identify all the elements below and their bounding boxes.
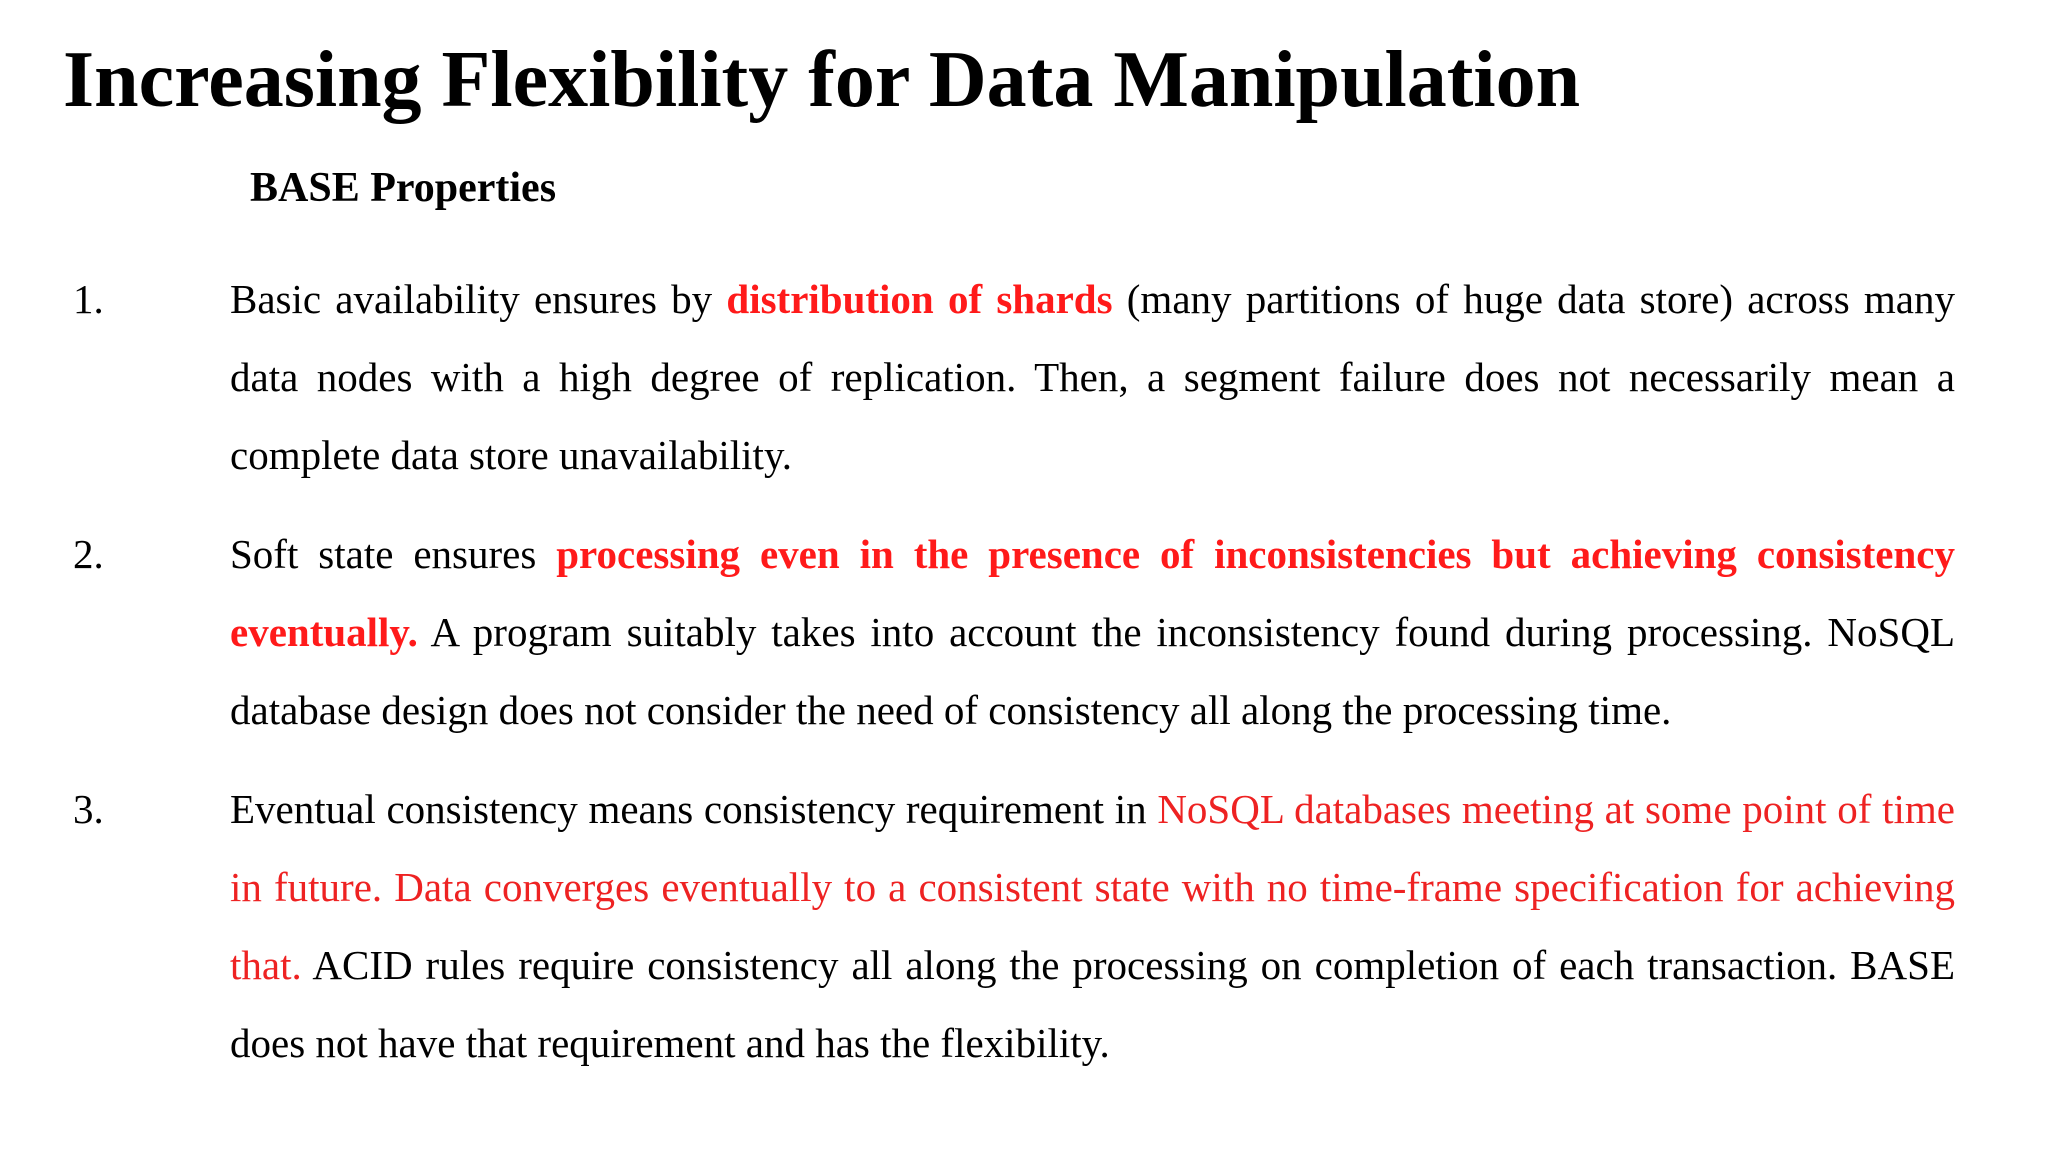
base-properties-list [0, 260, 2048, 1103]
highlighted-text: NoSQL databases meeting at some point of time in future. Data converges eventually to a consistent state with no time-frame specification for achieving that. [230, 786, 1955, 988]
highlighted-text: processing even in the presence of inconsistencies but achieving consistency eventually. [230, 531, 1955, 655]
highlighted-text: distribution of shards [726, 276, 1113, 322]
list-item-soft-state [0, 515, 2048, 749]
list-item-number: 3. [73, 786, 104, 832]
slide-title: Increasing Flexibility for Data Manipulation [63, 36, 1581, 124]
text-segment: Basic availability ensures by [230, 276, 727, 322]
text-segment: A program suitably takes into account the inconsistency found during processing. NoSQL database design does not consider the need of consistency all along the processing time. [230, 609, 1955, 733]
text-segment: Soft state ensures [230, 531, 557, 577]
list-item-number: 2. [73, 531, 104, 577]
list-item-text [230, 515, 1955, 749]
text-segment: ACID rules require consistency all along the processing on completion of each transaction. BASE does not have that requirement and has the flexibility. [230, 942, 1955, 1066]
list-item-basic-availability [0, 260, 2048, 494]
list-item-eventual-consistency [0, 770, 2048, 1082]
list-item-number: 1. [73, 276, 104, 322]
text-segment: Eventual consistency means consistency requirement in [230, 786, 1158, 832]
slide-subtitle: BASE Properties [250, 165, 557, 211]
list-item-text [230, 260, 1955, 494]
list-item-text [230, 770, 1955, 1082]
text-segment: (many partitions of huge data store) across many data nodes with a high degree of replication. Then, a segment failure does not necessarily mean a complete data store unavailability. [230, 276, 1955, 478]
